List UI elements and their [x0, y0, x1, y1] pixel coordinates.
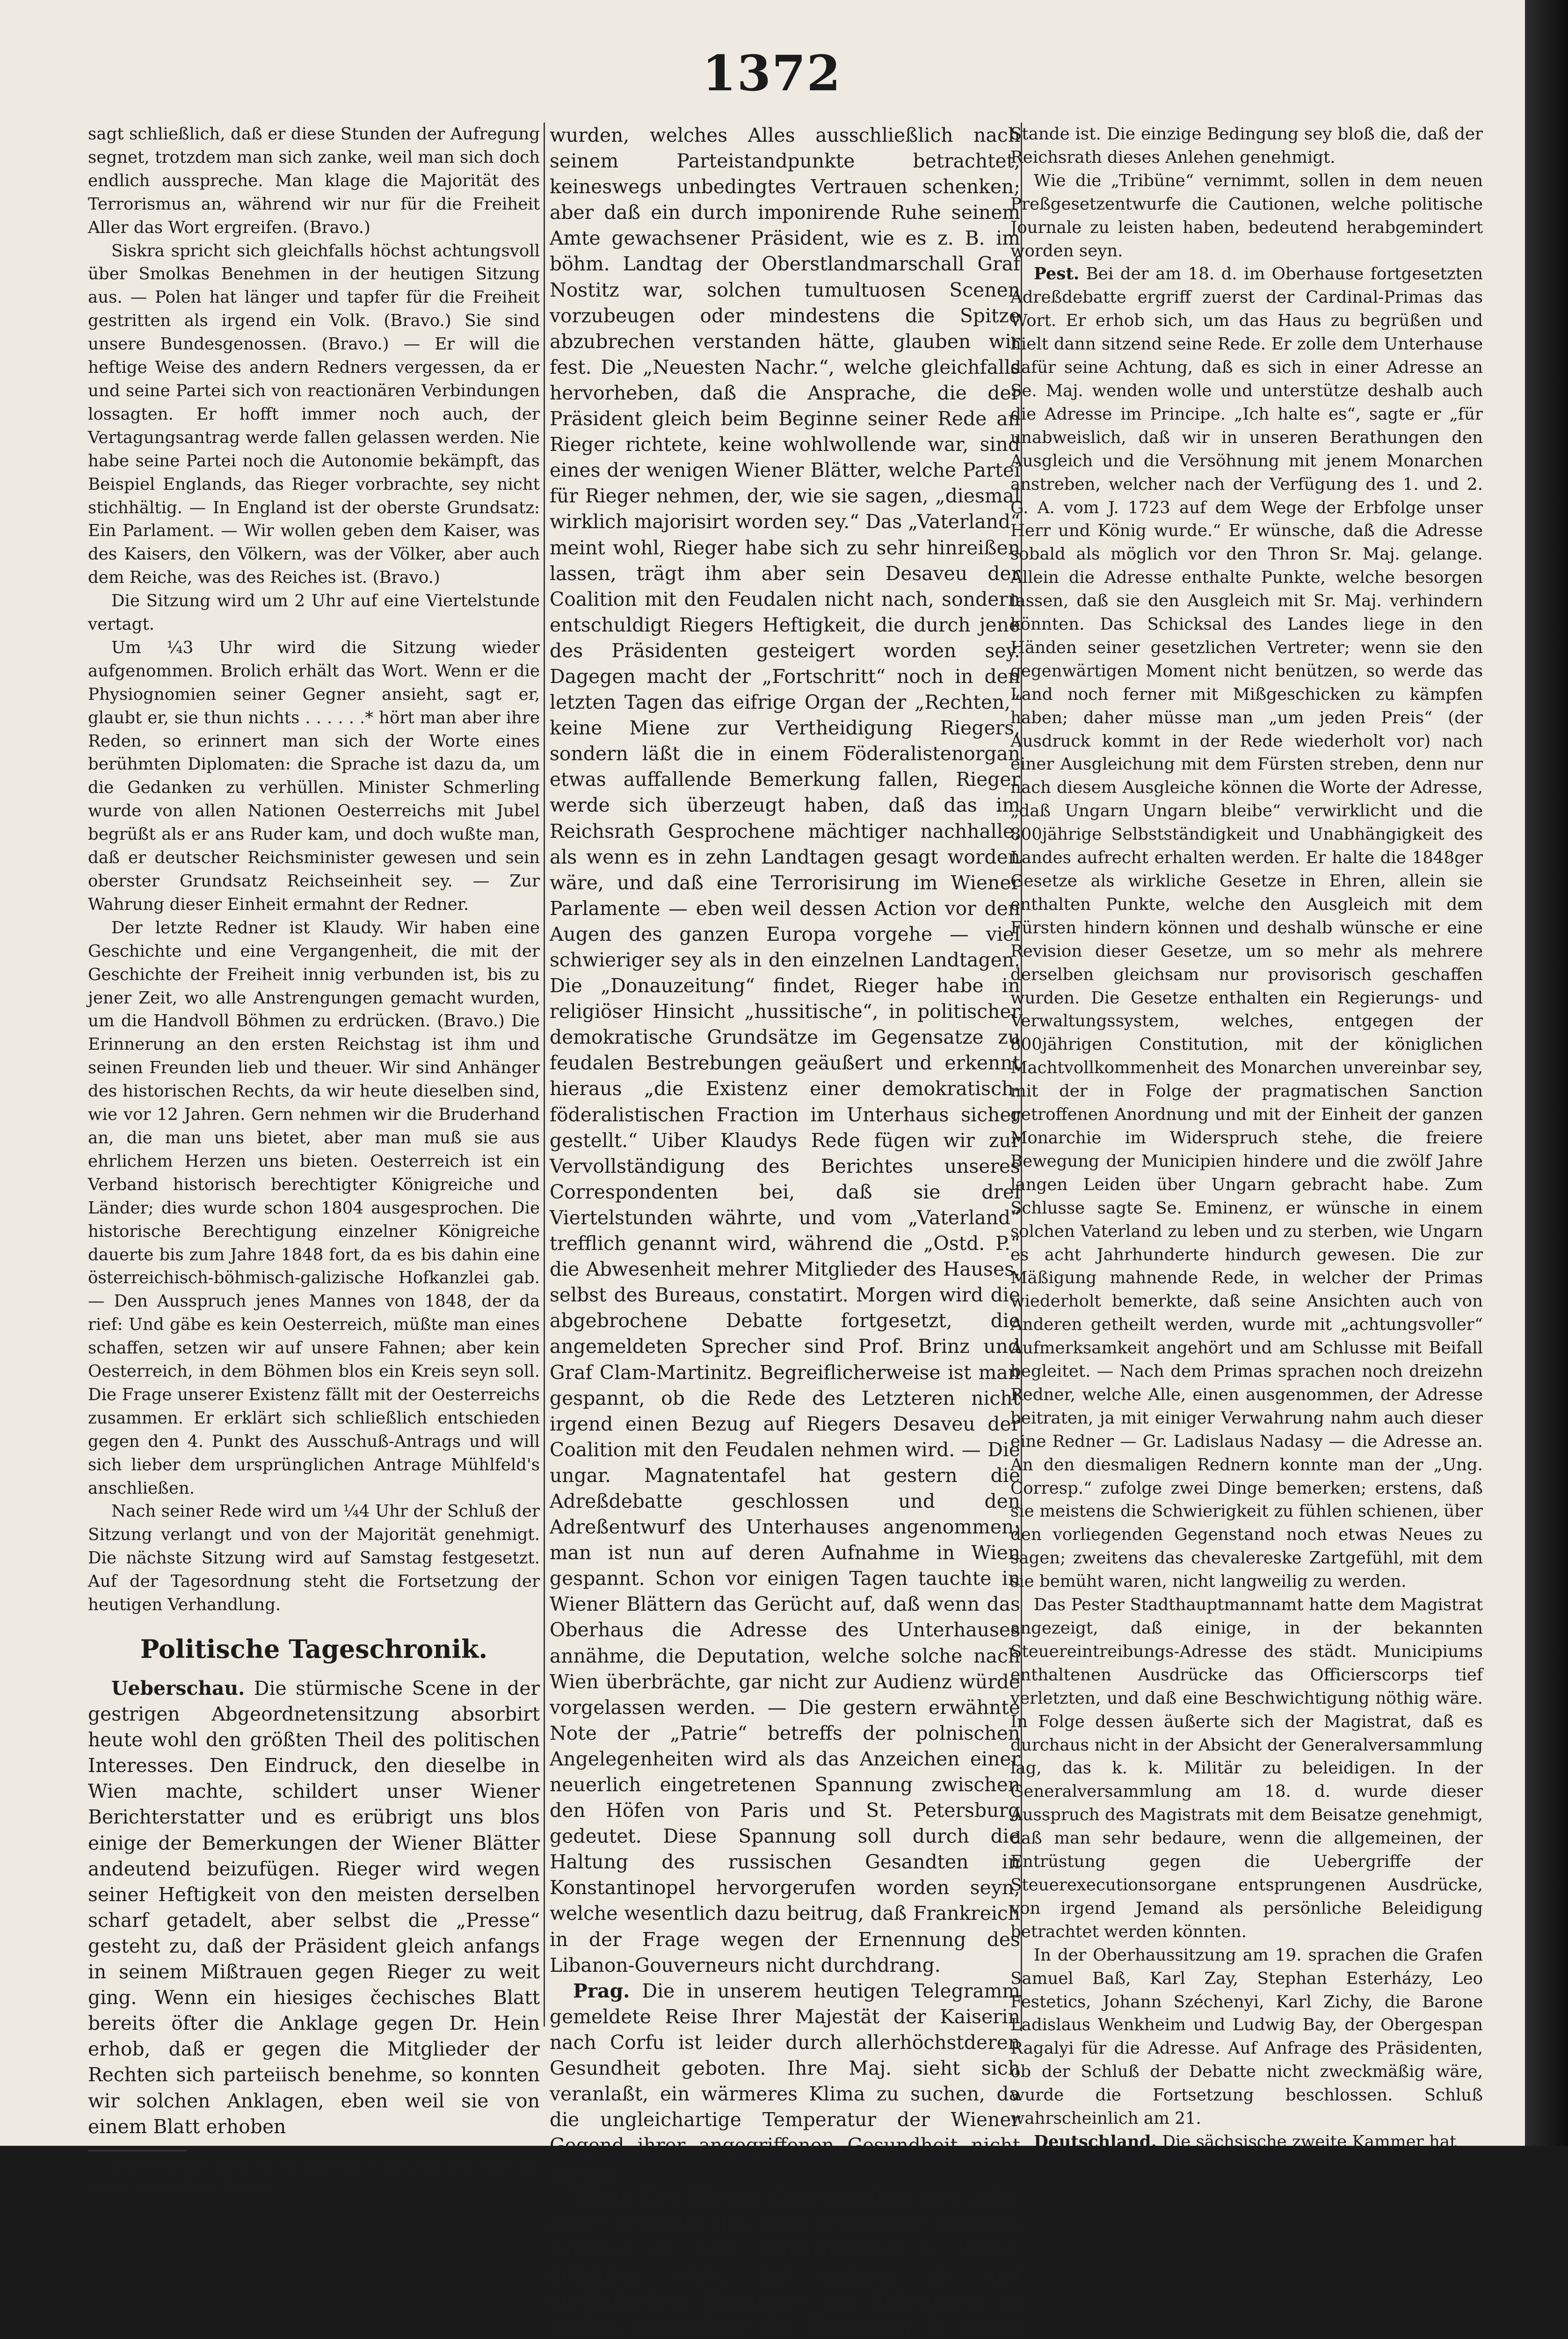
- paragraph-lead: Pest.: [1034, 264, 1079, 283]
- paragraph-body: Der Wiener Correspondent des „Süd-göny“ berichtet das stark verbreitete Gerücht, wornach es dem Finanzminister v. Plener gelungen wäre, mit mehren in- und ausländischen Banquiers ein Abkommen zu treffen, demzufolge die Regierung in jedem: [550, 2186, 1020, 2339]
- paragraph-body: Die stürmische Scene in der gestrigen Abgeordnetensitzung absorbirt heute wohl den größten Theil des politischen Interesses. Den Eindruck, den dieselbe in Wien machte, schildert unser Wiener Berichterstatter und es erübrigt uns blos einige der Bemerkungen der Wiener Blätter andeutend beizufügen. Rieger wird wegen seiner Heftigkeit von den meisten derselben scharf getadelt, aber selbst die „Presse“ gesteht zu, daß der Präsident gleich anfangs in seinem Mißtrauen gegen Rieger zu weit ging. Wenn ein hiesiges čechisches Blatt bereits öfter die Anklage gegen Dr. Hein erhob, daß er gegen die Mitglieder der Rechten sich parteiisch benehme, so konnten wir solchen Anklagen, eben weil sie von einem Blatt erhoben: [88, 1677, 540, 2138]
- paragraph-lead: Prag.: [573, 1980, 630, 2002]
- column-left: [88, 123, 540, 2022]
- page-number: 1372: [702, 44, 842, 102]
- paragraph-lead: Deutschland.: [1034, 2132, 1157, 2151]
- paragraph: [1010, 262, 1483, 1593]
- paragraph: wurden, welches Alles ausschließlich nach seinem Parteistandpunkte betrachtet, keineswegs unbedingtes Vertrauen schenken; aber daß ein durch imponirende Ruhe seinem Amte gewachsener Präsident, wie es z. B. im böhm. Landtag der Oberstlandmarschall Graf Nostitz war, solchen tumultuosen Scenen vorzubeugen oder mindestens die Spitze abzubrechen verstanden hätte, glauben wir fest. Die „Neuesten Nachr.“, welche gleichfalls hervorheben, daß die Ansprache, die der Präsident gleich beim Beginne seiner Rede an Rieger richtete, keine wohlwollende war, sind eines der wenigen Wiener Blätter, welche Partei für Rieger nehmen, der, wie sie sagen, „diesmal wirklich majorisirt worden sey.“ Das „Vaterland“ meint wohl, Rieger habe sich zu sehr hinreißen lassen, trägt ihm aber sein Desaveu der Coalition mit den Feudalen nicht nach, sondern entschuldigt Riegers Heftigkeit, die durch jene des Präsidenten gesteigert worden sey. Dagegen macht der „Fortschritt“ noch in den letzten Tagen das eifrige Organ der „Rechten,“ keine Miene zur Vertheidigung Riegers, sondern läßt die in einem Föderalistenorgan etwas auffallende Bemerkung fallen, Rieger werde sich überzeugt haben, daß das im Reichsrath Gesprochene mächtiger nachhalle, als wenn es in zehn Landtagen gesagt worden wäre, und daß eine Terrorisirung im Wiener Parlamente — eben weil dessen Action vor den Augen des ganzen Europa vorgehe — viel schwieriger sey als in den einzelnen Landtagen. Die „Donauzeitung“ findet, Rieger habe in religiöser Hinsicht „hussitische“, in politischer demokratische Grundsätze im Gegensatze zu feudalen Bestrebungen geäußert und erkennt hieraus „die Existenz einer demokratisch-föderalistischen Fraction im Unterhaus sicher gestellt.“ Uiber Klaudys Rede fügen wir zur Vervollständigung des Berichtes unseres Correspondenten bei, daß sie drei Viertelstunden währte, und vom „Vaterland“ trefflich genannt wird, während die „Ostd. P.“ die Abwesenheit mehrer Mitglieder des Hauses, selbst des Bureaus, constatirt. Morgen wird die abgebrochene Debatte fortgesetzt, die angemeldeten Sprecher sind Prof. Brinz und Graf Clam-Martinitz. Begreiflicherweise ist man gespannt, ob die Rede des Letzteren nicht irgend einen Bezug auf Riegers Desaveu der Coalition mit den Feudalen nehmen wird. — Die ungar. Magnatentafel hat gestern die Adreßdebatte geschlossen und den Adreßentwurf des Unterhauses angenommen; man ist nun auf deren Aufnahme in Wien gespannt. Schon vor einigen Tagen tauchte in Wiener Blättern das Gerücht auf, daß wenn das Oberhaus die Adresse des Unterhauses annähme, die Deputation, welche solche nach Wien überbrächte, gar nicht zur Audienz würde vorgelassen werden. — Die gestern erwähnte Note der „Patrie“ betreffs der polnischen Angelegenheiten wird als das Anzeichen einer neuerlich eingetretenen Spannung zwischen den Höfen von Paris und St. Petersburg gedeutet. Diese Spannung soll durch die Haltung des russischen Gesandten in Konstantinopel hervorgerufen worden seyn, welche wesentlich dazu beitrug, daß Frankreich in der Frage wegen der Ernennung des Libanon-Gouverneurs nicht durchdrang.: [550, 123, 1020, 1978]
- paragraph-body: Die in unserem heutigen Telegramm gemeldete Reise Ihrer Majestät der Kaiserin nach Corfu ist leider durch allerhöchstderen Gesundheit geboten. Ihre Maj. sieht sich veranlaßt, ein wärmeres Klima zu suchen, da die ungleichartige Temperatur der Wiener Gegend ihrer angegriffenen Gesundheit nicht zusagt.: [550, 1980, 1020, 2183]
- paragraph: [550, 2185, 1020, 2339]
- paragraph: [550, 1978, 1020, 2185]
- paragraph-lead: Wien.: [573, 2186, 634, 2208]
- paragraph: Nach seiner Rede wird um ¼4 Uhr der Schluß der Sitzung verlangt und von der Majorität genehmigt. Die nächste Sitzung wird auf Samstag festgesetzt. Auf der Tagesordnung steht die Fortsetzung der heutigen Verhandlung.: [88, 1500, 540, 1617]
- paragraph: Um ¼3 Uhr wird die Sitzung wieder aufgenommen. Brolich erhält das Wort. Wenn er die Physiognomien seiner Gegner ansieht, sagt er, glaubt er, sie thun nichts . . . . . .* hört man aber ihre Reden, so erinnert man sich der Worte eines berühmten Diplomaten: die Sprache ist dazu da, um die Gedanken zu verhüllen. Minister Schmerling wurde von allen Nationen Oesterreichs mit Jubel begrüßt als er ans Ruder kam, und doch wußte man, daß er deutscher Reichsminister gewesen und sein oberster Grundsatz Reichseinheit sey. — Zur Wahrung dieser Einheit ermahnt der Redner.: [88, 636, 540, 916]
- footnote: * Das fehlende Wort ist so undeutlich geschrieben, daß wir es nicht entziffern können.: [88, 2157, 540, 2196]
- paragraph: sagt schließlich, daß er diese Stunden der Aufregung segnet, trotzdem man sich zanke, weil man sich doch endlich ausspreche. Man klage die Majorität des Terrorismus an, während wir nur für die Freiheit Aller das Wort ergreifen. (Bravo.): [88, 123, 540, 240]
- footnote-rule: [88, 2150, 186, 2151]
- paragraph-lead: Ueberschau.: [111, 1677, 245, 1700]
- page-edge-shadow: [1525, 0, 1568, 2146]
- paragraph: Siskra spricht sich gleichfalls höchst achtungsvoll über Smolkas Benehmen in der heutigen Sitzung aus. — Polen hat länger und tapfer für die Freiheit gestritten als irgend ein Volk. (Bravo.) Sie sind unsere Bundesgenossen. (Bravo.) — Er will die heftige Weise des andern Redners vergessen, da er und seine Partei sich von reactionären Verbindungen lossagten. Er hofft immer noch auch, der Vertagungsantrag werde fallen gelassen werden. Nie habe seine Partei noch die Autonomie bekämpft, das Beispiel Englands, das Rieger vorbrachte, sey nicht stichhältig. — In England ist der oberste Grundsatz: Ein Parlament. — Wir wollen geben dem Kaiser, was des Kaisers, den Völkern, was der Völker, aber auch dem Reiche, was des Reiches ist. (Bravo.): [88, 240, 540, 590]
- paragraph-body: Die sächsische zweite Kammer hat: [1157, 2132, 1456, 2151]
- paragraph: Stande ist. Die einzige Bedingung sey bloß die, daß der Reichsrath dieses Anlehen genehmigt.: [1010, 123, 1483, 169]
- paragraph: [88, 1676, 540, 2140]
- paragraph: Die Sitzung wird um 2 Uhr auf eine Viertelstunde vertagt.: [88, 589, 540, 636]
- column-rule: [544, 123, 545, 2027]
- paragraph: Der letzte Redner ist Klaudy. Wir haben eine Geschichte und eine Vergangenheit, die mit der Geschichte der Freiheit innig verbunden ist, bis zu jener Zeit, wo alle Anstrengungen gemacht wurden, um die Handvoll Böhmen zu erdrücken. (Bravo.) Die Erinnerung an den ersten Reichstag ist ihm und seinen Freunden lieb und theuer. Wir sind Anhänger des historischen Rechts, da wir heute dieselben sind, wie vor 12 Jahren. Gern nehmen wir die Bruderhand an, die man uns bietet, aber man muß sie aus ehrlichem Herzen uns bieten. Oesterreich ist ein Verband historisch berechtigter Königreiche und Länder; dies wurde schon 1804 ausgesprochen. Die historische Berechtigung einzelner Königreiche dauerte bis zum Jahre 1848 fort, da es bis dahin eine österreichisch-böhmisch-galizische Hofkanzlei gab. — Den Ausspruch jenes Mannes von 1848, der da rief: Und gäbe es kein Oesterreich, müßte man eines schaffen, setzen wir auf unsere Fahnen; aber kein Oesterreich, in dem Böhmen blos ein Kreis seyn soll. Die Frage unserer Existenz fällt mit der Oesterreichs zusammen. Er erklärt sich schließlich entschieden gegen den 4. Punkt des Ausschuß-Antrags und will sich lieber dem ursprünglichen Antrage Mühlfeld's anschließen.: [88, 916, 540, 1500]
- paragraph: In der Oberhaussitzung am 19. sprachen die Grafen Samuel Baß, Karl Zay, Stephan Esterházy, Leo Festetics, Johann Széchenyi, Karl Zichy, die Barone Ladislaus Wenkheim und Ludwig Bay, der Obergespan Ragalyi für die Adresse. Auf Anfrage des Präsidenten, ob der Schluß der Debatte nicht zweckmäßig wäre, wurde die Fortsetzung beschlossen. Schluß wahrscheinlich am 21.: [1010, 1944, 1483, 2130]
- paragraph: Wie die „Tribüne“ vernimmt, sollen in dem neuen Preßgesetzentwurfe die Cautionen, welche politische Journale zu leisten haben, bedeutend herabgemindert worden seyn.: [1010, 169, 1483, 263]
- paragraph-body: Bei der am 18. d. im Oberhause fortgesetzten Adreßdebatte ergriff zuerst der Cardinal-Primas das Wort. Er erhob sich, um das Haus zu begrüßen und hielt dann sitzend seine Rede. Er zolle dem Unterhause dafür seine Achtung, daß es sich in einer Adresse an Se. Maj. wenden wolle und unterstütze deshalb auch die Adresse im Principe. „Ich halte es“, sagte er „für unabweislich, daß wir in unseren Berathungen den Ausgleich und die Versöhnung mit jenem Monarchen anstreben, welcher nach der Verfügung des 1. und 2. G. A. vom J. 1723 auf dem Wege der Erbfolge unser Herr und König wurde.“ Er wünsche, daß die Adresse sobald als möglich vor den Thron Sr. Maj. gelange. Allein die Adresse enthalte Punkte, welche besorgen lassen, daß sie den Ausgleich mit Sr. Maj. verhindern könnten. Das Schicksal des Landes liege in den Händen seiner gesetzlichen Vertreter; wenn sie den gegenwärtigen Moment nicht benützen, so werde das Land noch ferner mit Mißgeschicken zu kämpfen haben; daher müsse man „um jeden Preis“ (der Ausdruck kommt in der Rede wiederholt vor) nach einer Ausgleichung mit dem Fürsten streben, denn nur nach diesem Ausgleiche können die Worte der Adresse, „daß Ungarn Ungarn bleibe“ verwirklicht und die 800jährige Selbstständigkeit und Unabhängigkeit des Landes aufrecht erhalten werden. Er halte die 1848ger Gesetze als wirkliche Gesetze in Ehren, allein sie enthalten Punkte, welche den Ausgleich mit dem Fürsten hindern können und deshalb wünsche er eine Revision dieser Gesetze, um so mehr als mehrere derselben gleichsam nur provisorisch geschaffen wurden. Die Gesetze enthalten ein Regierungs- und Verwaltungssystem, welches, entgegen der 800jährigen Constitution, mit der königlichen Machtvollkommenheit des Monarchen unvereinbar sey, mit der in Folge der pragmatischen Sanction getroffenen Anordnung und mit der Einheit der ganzen Monarchie im Widerspruch stehe, die freiere Bewegung der Municipien hindere und die zwölf Jahre langen Leiden über Ungarn gebracht habe. Zum Schlusse sagte Se. Eminenz, er wünsche in einem solchen Vaterland zu leben und zu sterben, wie Ungarn es acht Jahrhunderte hindurch gewesen. Die zur Mäßigung mahnende Rede, in welcher der Primas wiederholt bemerkte, daß seine Ansichten auch von Anderen getheilt werden, wurde mit „achtungsvoller“ Aufmerksamkeit angehört und am Schlusse mit Beifall begleitet. — Nach dem Primas sprachen noch dreizehn Redner, welche Alle, einen ausgenommen, der Adresse beitraten, ja mit einiger Verwahrung nahm auch dieser eine Redner — Gr. Ladislaus Nadasy — die Adresse an. An den diesmaligen Rednern konnte man der „Ung. Corresp.“ zufolge zwei Dinge bemerken; erstens, daß sie meistens die Schwierigkeit zu fühlen schienen, über den vorliegenden Gegenstand noch etwas Neues zu sagen; zweitens das chevalereske Zartgefühl, mit dem sie bemüht waren, nicht langweilig zu werden.: [1010, 264, 1483, 1591]
- section-heading: Politische Tageschronik.: [88, 1633, 540, 1665]
- column-right: [1010, 123, 1483, 2012]
- paragraph: Das Pester Stadthauptmannamt hatte dem Magistrat angezeigt, daß einige, in der bekannten Steuereintreibungs-Adresse des städt. Municipiums enthaltenen Ausdrücke das Officierscorps tief verletzten, und daß eine Beschwichtigung nöthig wäre. In Folge dessen äußerte sich der Magistrat, daß es durchaus nicht in der Absicht der Generalversammlung lag, das k. k. Militär zu beleidigen. In der Generalversammlung am 18. d. wurde dieser Ausspruch des Magistrats mit dem Beisatze genehmigt, daß man sehr bedaure, wenn die allgemeinen, der Entrüstung gegen die Uebergriffe der Steuerexecutionsorgane entsprungenen Ausdrücke, von irgend Jemand als persönliche Beleidigung betrachtet werden könnten.: [1010, 1593, 1483, 1944]
- paragraph: [1010, 2130, 1483, 2154]
- column-middle: [550, 123, 1020, 2031]
